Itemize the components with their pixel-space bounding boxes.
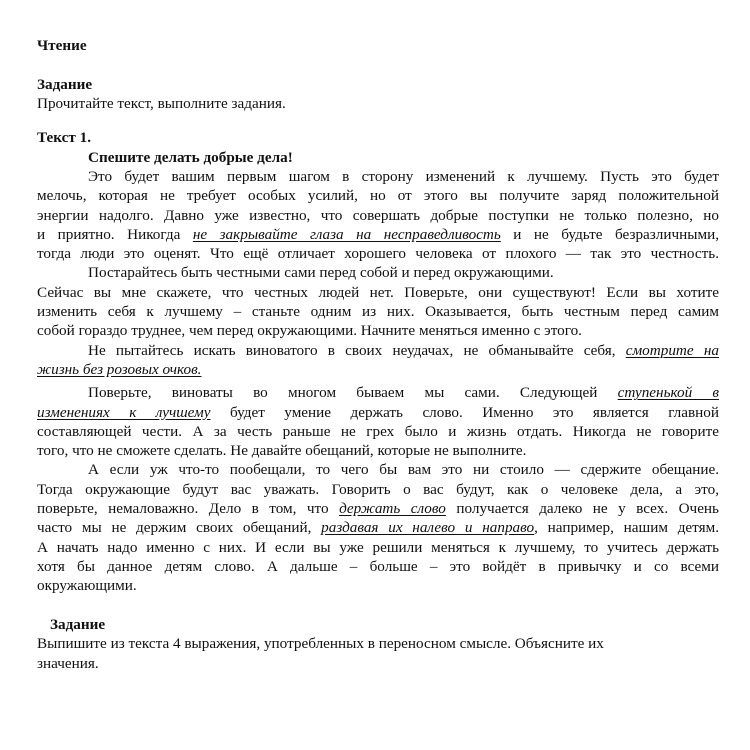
text-span: будет умение держать слово. Именно это является главной [210,403,719,421]
paragraph-line: А начать надо именно с них. И если вы уже решили меняться к лучшему, то учитесь держать [37,538,719,556]
paragraph-line [37,403,719,422]
paragraph-line: собой гораздо труднее, чем перед окружающими. Начните меняться именно с этого. [37,322,582,340]
paragraph-line: Сейчас вы мне скажете, что честных людей нет. Поверьте, они существуют! Если вы хотите [37,283,719,301]
paragraph-line: изменить себя к лучшему – станьте одним из них. Оказывается, быть честным перед самим [37,303,719,321]
paragraph-line: хотя бы данное детям слово. А дальше – больше – это войдёт в привычку и со всеми [37,557,719,575]
paragraph-line [37,225,719,244]
paragraph-5 [37,460,719,595]
text-span: и приятно. Никогда [37,225,193,243]
task-instruction: Прочитайте текст, выполните задания. [37,95,286,113]
section-heading-reading: Чтение [37,37,87,54]
paragraph-line: окружающими. [37,577,137,595]
paragraph-line: Это будет вашим первым шагом в сторону изменений к лучшему. Пусть это будет [88,167,719,185]
text-span: и не будьте безразличными, [500,225,720,243]
paragraph-line [37,383,719,402]
text-span: часто мы не держим своих обещаний, [37,519,322,537]
figurative-phrase: жизнь без розовых очков. [37,360,202,378]
paragraph-line: мелочь, которая не требует особых усилий, но от этого вы получите заряд положительной [37,187,719,205]
paragraph-line [37,341,719,360]
paragraph-1 [37,167,719,263]
paragraph-line: тогда люди это оценят. Что ещё отличает хорошего человека от плохого — так это честность. [37,245,719,263]
text-span: , например, нашим детям. [534,519,719,537]
paragraph-line [37,499,719,518]
paragraph-line: А если уж что-то пообещали, то чего бы вам это ни стоило — сдержите обещание. [88,461,719,479]
paragraph-line: Тогда окружающие будут вас уважать. Говорить о вас будут, как о человеке дела, а это, [37,480,719,498]
text-span: Не пытайтесь искать виноватого в своих неудачах, не обманывайте себя, [88,341,626,359]
text-span: Поверьте, виноваты во многом бываем мы сами. Следующей [88,384,618,402]
task-instruction: Выпишите из текста 4 выражения, употребленных в переносном смысле. Объясните их [37,635,604,653]
paragraph-3 [37,341,719,380]
text-span: получается далеко не у всех. Очень [445,500,719,518]
task-heading: Задание [50,616,106,634]
paragraph-2 [37,263,719,340]
figurative-phrase: не закрывайте глаза на несправедливость [192,225,501,243]
paragraph-line: Постарайтесь быть честными сами перед собой и перед окружающими. [88,264,554,282]
paragraph-line: энергии надолго. Давно уже известно, что совершать добрые поступки не только полезно, но [37,206,719,224]
figurative-phrase: ступенькой в [617,384,719,402]
figurative-phrase: держать слово [339,500,446,518]
figurative-phrase: раздавая их налево и направо [321,519,535,537]
task-heading: Задание [37,75,93,93]
text-span: поверьте, немаловажно. Дело в том, что [37,500,340,518]
figurative-phrase: смотрите на [625,341,719,359]
paragraph-4 [37,383,719,460]
paragraph-line: того, что не сможете сделать. Не давайте обещаний, которые не выполните. [37,442,527,460]
paragraph-line [37,360,719,379]
document-page [37,36,719,673]
paragraph-line [37,518,719,537]
task-instruction: значения. [37,654,99,672]
text-title: Спешите делать добрые дела! [88,148,293,166]
text-label: Текст 1. [37,129,92,147]
paragraph-line: составляющей чести. А за честь раньше не грех было и жизнь отдать. Никогда не говорите [37,422,719,440]
figurative-phrase: изменениях к лучшему [37,403,211,421]
